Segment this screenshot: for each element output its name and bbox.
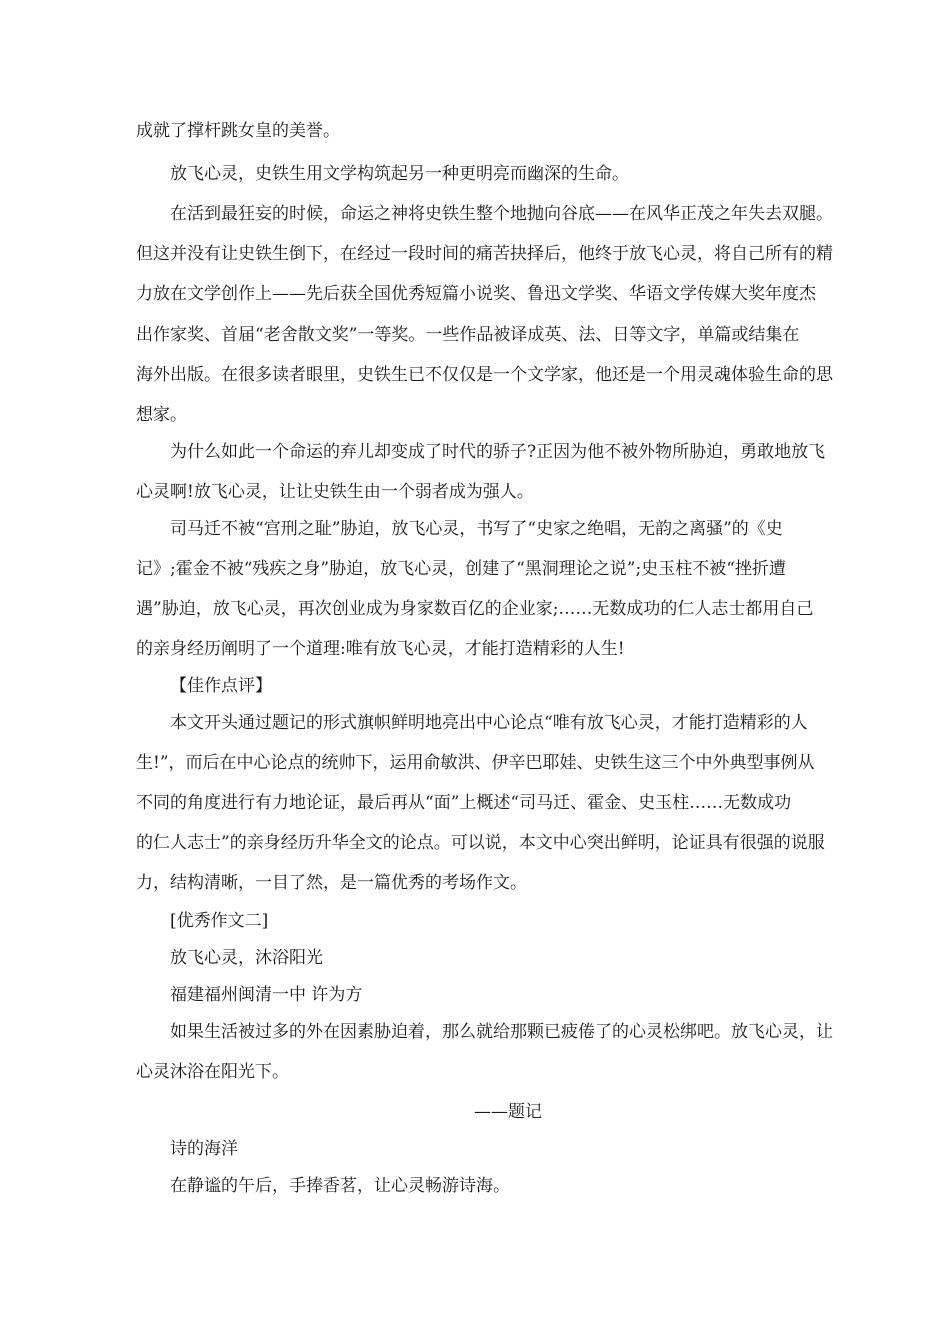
paragraph-line: 成就了撑杆跳女皇的美誉。 [136, 121, 340, 141]
author-line: 福建福州闽清一中 许为方 [170, 985, 363, 1005]
section-heading: [优秀作文二] [170, 911, 269, 931]
paragraph-line: 遇”胁迫，放飞心灵，再次创业成为身家数百亿的企业家;……无数成功的仁人志士都用自己 [136, 599, 814, 619]
paragraph-line: 力放在文学创作上——先后获全国优秀短篇小说奖、鲁迅文学奖、华语文学传媒大奖年度杰 [136, 284, 816, 304]
paragraph-line: 在活到最狂妄的时候，命运之神将史铁生整个地抛向谷底——在风华正茂之年失去双腿。 [170, 204, 833, 224]
essay-title: 放飞心灵，沐浴阳光 [170, 948, 323, 968]
epigraph-attribution: ——题记 [474, 1102, 542, 1122]
paragraph-line: 心灵沐浴在阳光下。 [136, 1062, 289, 1082]
paragraph-line: 的仁人志士”的亲身经历升华全文的论点。可以说，本文中心突出鲜明，论证具有很强的说服 [136, 833, 825, 853]
paragraph-line: 不同的角度进行有力地论证，最后再从“面”上概述“司马迁、霍金、史玉柱……无数成功 [136, 793, 792, 813]
paragraph-line: 但这并没有让史铁生倒下，在经过一段时间的痛苦抉择后，他终于放飞心灵，将自己所有的精 [136, 244, 833, 264]
paragraph-line: 如果生活被过多的外在因素胁迫着，那么就给那颗已疲倦了的心灵松绑吧。放飞心灵，让 [170, 1022, 833, 1042]
paragraph-line: 司马迁不被“宫刑之耻”胁迫，放飞心灵，书写了“史家之绝唱，无韵之离骚”的《史 [170, 519, 783, 539]
paragraph-line: 力，结构清晰，一目了然，是一篇优秀的考场作文。 [136, 873, 527, 893]
paragraph-line: 心灵啊!放飞心灵，让让史铁生由一个弱者成为强人。 [136, 482, 534, 502]
paragraph-line: 本文开头通过题记的形式旗帜鲜明地亮出中心论点“唯有放飞心灵，才能打造精彩的人 [170, 713, 808, 733]
section-heading: 【佳作点评】 [170, 676, 272, 696]
paragraph-line: 出作家奖、首届“老舍散文奖”一等奖。一些作品被译成英、法、日等文字，单篇或结集在 [136, 325, 800, 345]
paragraph-line: 为什么如此一个命运的弃儿却变成了时代的骄子?正因为他不被外物所胁迫，勇敢地放飞 [170, 442, 826, 462]
paragraph-line: 记》;霍金不被“残疾之身”胁迫，放飞心灵，创建了“黑洞理论之说”;史玉柱不被“挫折遭 [136, 559, 786, 579]
paragraph-line: 的亲身经历阐明了一个道理:唯有放飞心灵，才能打造精彩的人生! [136, 639, 625, 659]
subheading: 诗的海洋 [170, 1139, 238, 1159]
paragraph-line: 生!”，而后在中心论点的统帅下，运用俞敏洪、伊辛巴耶娃、史铁生这三个中外典型事例从 [136, 753, 815, 773]
paragraph-line: 海外出版。在很多读者眼里，史铁生已不仅仅是一个文学家，他还是一个用灵魂体验生命的思 [136, 365, 833, 385]
paragraph-line: 在静谧的午后，手捧香茗，让心灵畅游诗海。 [170, 1176, 510, 1196]
paragraph-line: 想家。 [136, 405, 187, 425]
paragraph-line: 放飞心灵，史铁生用文学构筑起另一种更明亮而幽深的生命。 [170, 164, 629, 184]
